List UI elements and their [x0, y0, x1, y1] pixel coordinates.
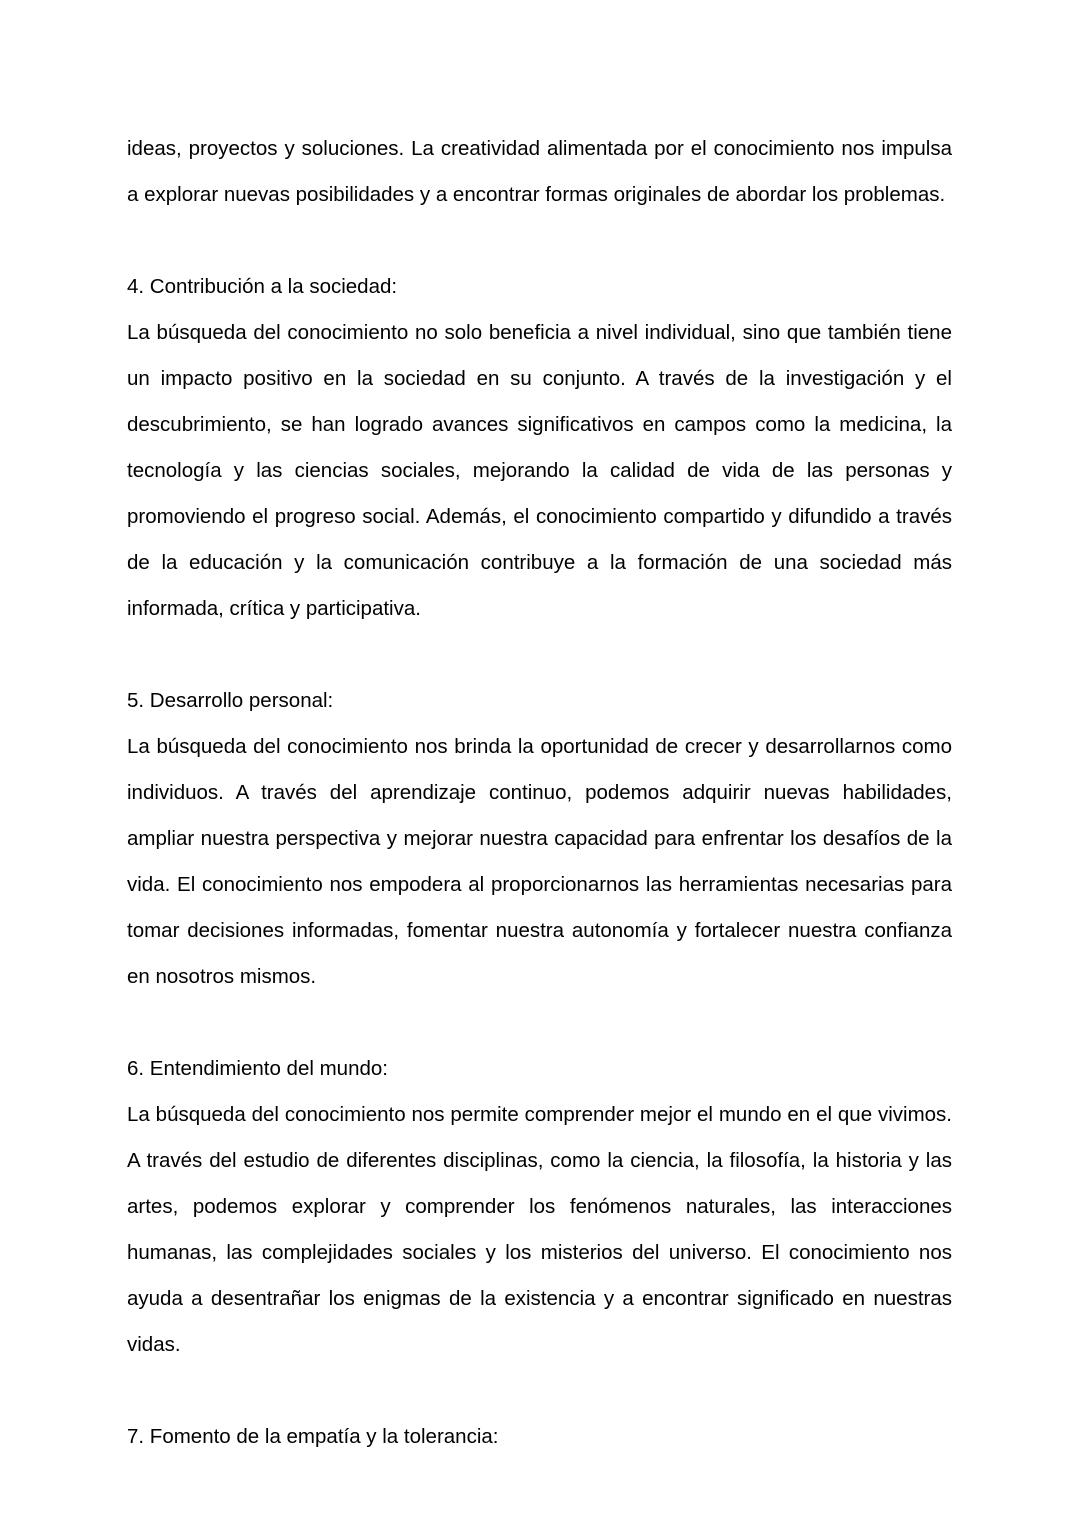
paragraph-spacer [127, 1000, 952, 1046]
paragraph-spacer [127, 632, 952, 678]
section-5-heading: 5. Desarrollo personal: [127, 689, 334, 712]
paragraph-spacer [127, 1368, 952, 1414]
section-4-heading: 4. Contribución a la sociedad: [127, 275, 398, 298]
continuation-paragraph: ideas, proyectos y soluciones. La creatividad alimentada por el conocimiento nos impulsa a explorar nuevas posibilidades y a encontrar formas originales de abordar los problemas. [127, 137, 952, 206]
section-6-heading: 6. Entendimiento del mundo: [127, 1057, 388, 1080]
section-4-body: La búsqueda del conocimiento no solo beneficia a nivel individual, sino que también tiene un impacto positivo en la sociedad en su conjunto. A través de la investigación y el descubrimiento, se han logrado avances significativos en campos como la medicina, la tecnología y las ciencias sociales, mejorando la calidad de vida de las personas y promoviendo el progreso social. Además, el conocimiento compartido y difundido a través de la educación y la comunicación contribuye a la formación de una sociedad más informada, crítica y participativa. [127, 321, 952, 620]
section-5-body: La búsqueda del conocimiento nos brinda la oportunidad de crecer y desarrollarnos como individuos. A través del aprendizaje continuo, podemos adquirir nuevas habilidades, ampliar nuestra perspectiva y mejorar nuestra capacidad para enfrentar los desafíos de la vida. El conocimiento nos empodera al proporcionarnos las herramientas necesarias para tomar decisiones informadas, fomentar nuestra autonomía y fortalecer nuestra confianza en nosotros mismos. [127, 735, 952, 988]
paragraph-spacer [127, 218, 952, 264]
section-6-body: La búsqueda del conocimiento nos permite comprender mejor el mundo en el que vivimos. A través del estudio de diferentes disciplinas, como la ciencia, la filosofía, la historia y las artes, podemos explorar y comprender los fenómenos naturales, las interacciones humanas, las complejidades sociales y los misterios del universo. El conocimiento nos ayuda a desentrañar los enigmas de la existencia y a encontrar significado en nuestras vidas. [127, 1103, 952, 1356]
text-column [127, 126, 952, 1460]
section-7-heading: 7. Fomento de la empatía y la tolerancia: [127, 1425, 499, 1448]
